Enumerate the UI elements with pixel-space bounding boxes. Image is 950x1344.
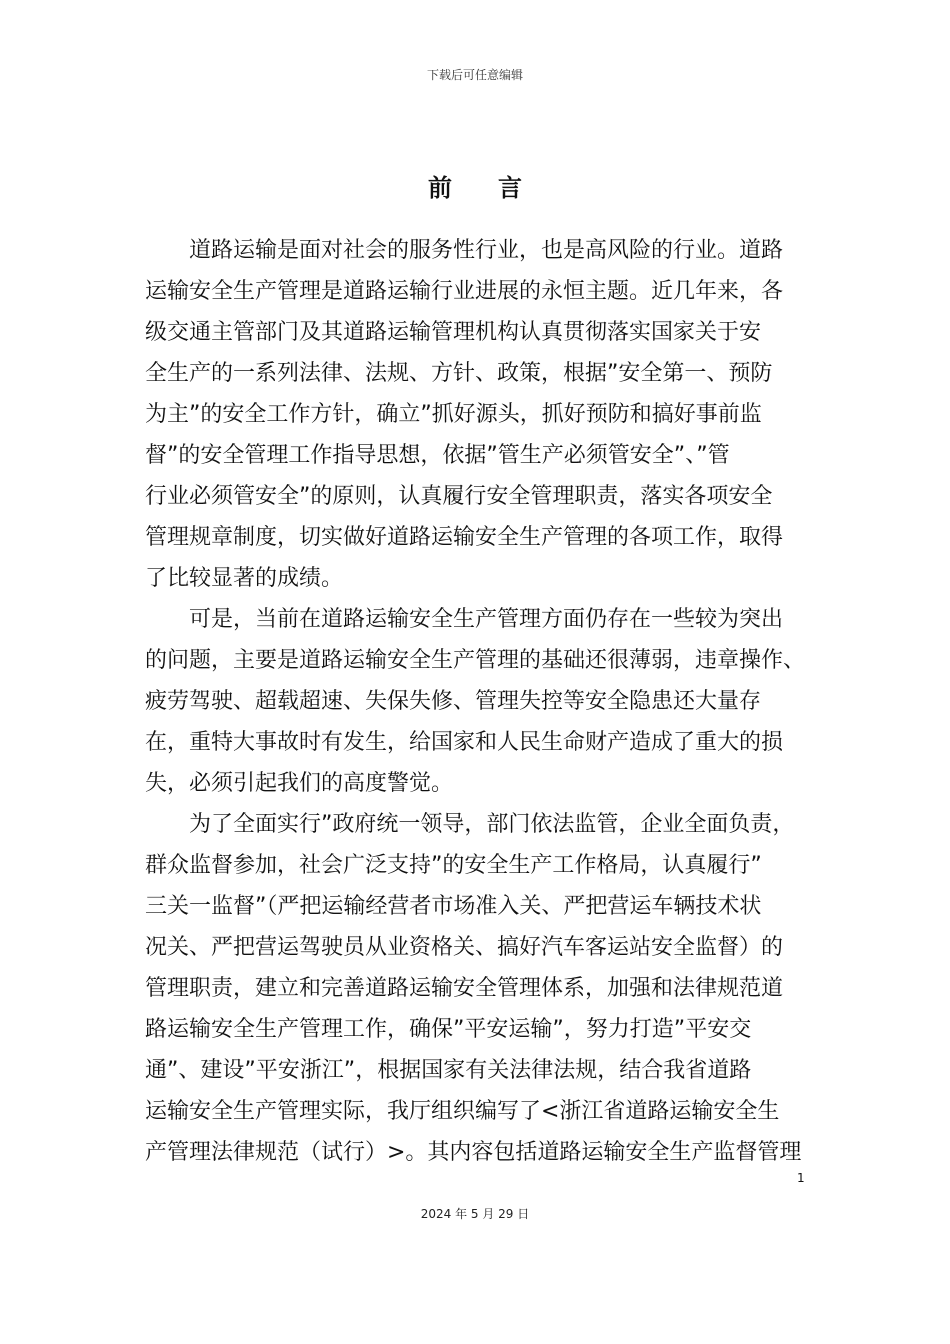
page-number: 1 (797, 1171, 805, 1185)
text-line: 失，必须引起我们的高度警觉。 (145, 771, 454, 796)
text-line: 三关一监督”（严把运输经营者市场准入关、严把营运车辆技术状 (145, 894, 762, 919)
text-line: 路运输安全生产管理工作，确保”平安运输”，努力打造”平安交 (145, 1017, 752, 1042)
text-line: 了比较显著的成绩。 (145, 566, 344, 591)
paragraph-2 (145, 599, 810, 804)
text-line: 况关、严把营运驾驶员从业资格关、搞好汽车客运站安全监督）的 (145, 935, 784, 960)
page-title: 前言 (428, 174, 568, 202)
text-line: 全生产的一系列法律、法规、方针、政策，根据”安全第一、预防 (145, 361, 773, 386)
text-line: 在，重特大事故时有发生，给国家和人民生命财产造成了重大的损 (145, 730, 784, 755)
paragraph-3 (145, 804, 810, 1173)
text-line: 督”的安全管理工作指导思想，依据”管生产必须管安全”、”管 (145, 443, 730, 468)
text-line: 级交通主管部门及其道路运输管理机构认真贯彻落实国家关于安 (145, 320, 762, 345)
text-line: 可是，当前在道路运输安全生产管理方面仍存在一些较为突出 (189, 607, 784, 632)
text-line: 通”、建设”平安浙江”，根据国家有关法律法规，结合我省道路 (145, 1058, 752, 1083)
text-line: 运输安全生产管理是道路运输行业进展的永恒主题。近几年来，各 (145, 279, 784, 304)
text-line: 为主”的安全工作方针，确立”抓好源头，抓好预防和搞好事前监 (145, 402, 762, 427)
text-line: 行业必须管安全”的原则，认真履行安全管理职责，落实各项安全 (145, 484, 773, 509)
text-line: 道路运输是面对社会的服务性行业，也是高风险的行业。道路 (189, 238, 784, 263)
text-line: 管理规章制度，切实做好道路运输安全生产管理的各项工作，取得 (145, 525, 784, 550)
text-line: 管理职责，建立和完善道路运输安全管理体系，加强和法律规范道 (145, 976, 784, 1001)
header-note: 下载后可任意编辑 (426, 68, 523, 82)
text-line: 疲劳驾驶、超载超速、失保失修、管理失控等安全隐患还大量存 (145, 689, 762, 714)
text-line: 运输安全生产管理实际，我厅组织编写了<浙江省道路运输安全生 (145, 1099, 780, 1124)
body-text (145, 230, 810, 1173)
text-line: 为了全面实行”政府统一领导，部门依法监管，企业全面负责， (189, 812, 795, 837)
footer-date: 2024 年 5 月 29 日 (420, 1207, 530, 1221)
paragraph-1 (145, 230, 810, 599)
text-line: 产管理法律规范（试行）>。其内容包括道路运输安全生产监督管理 (145, 1140, 802, 1165)
text-line: 的问题，主要是道路运输安全生产管理的基础还很薄弱，违章操作、 (145, 648, 806, 673)
text-line: 群众监督参加，社会广泛支持”的安全生产工作格局，认真履行” (145, 853, 762, 878)
